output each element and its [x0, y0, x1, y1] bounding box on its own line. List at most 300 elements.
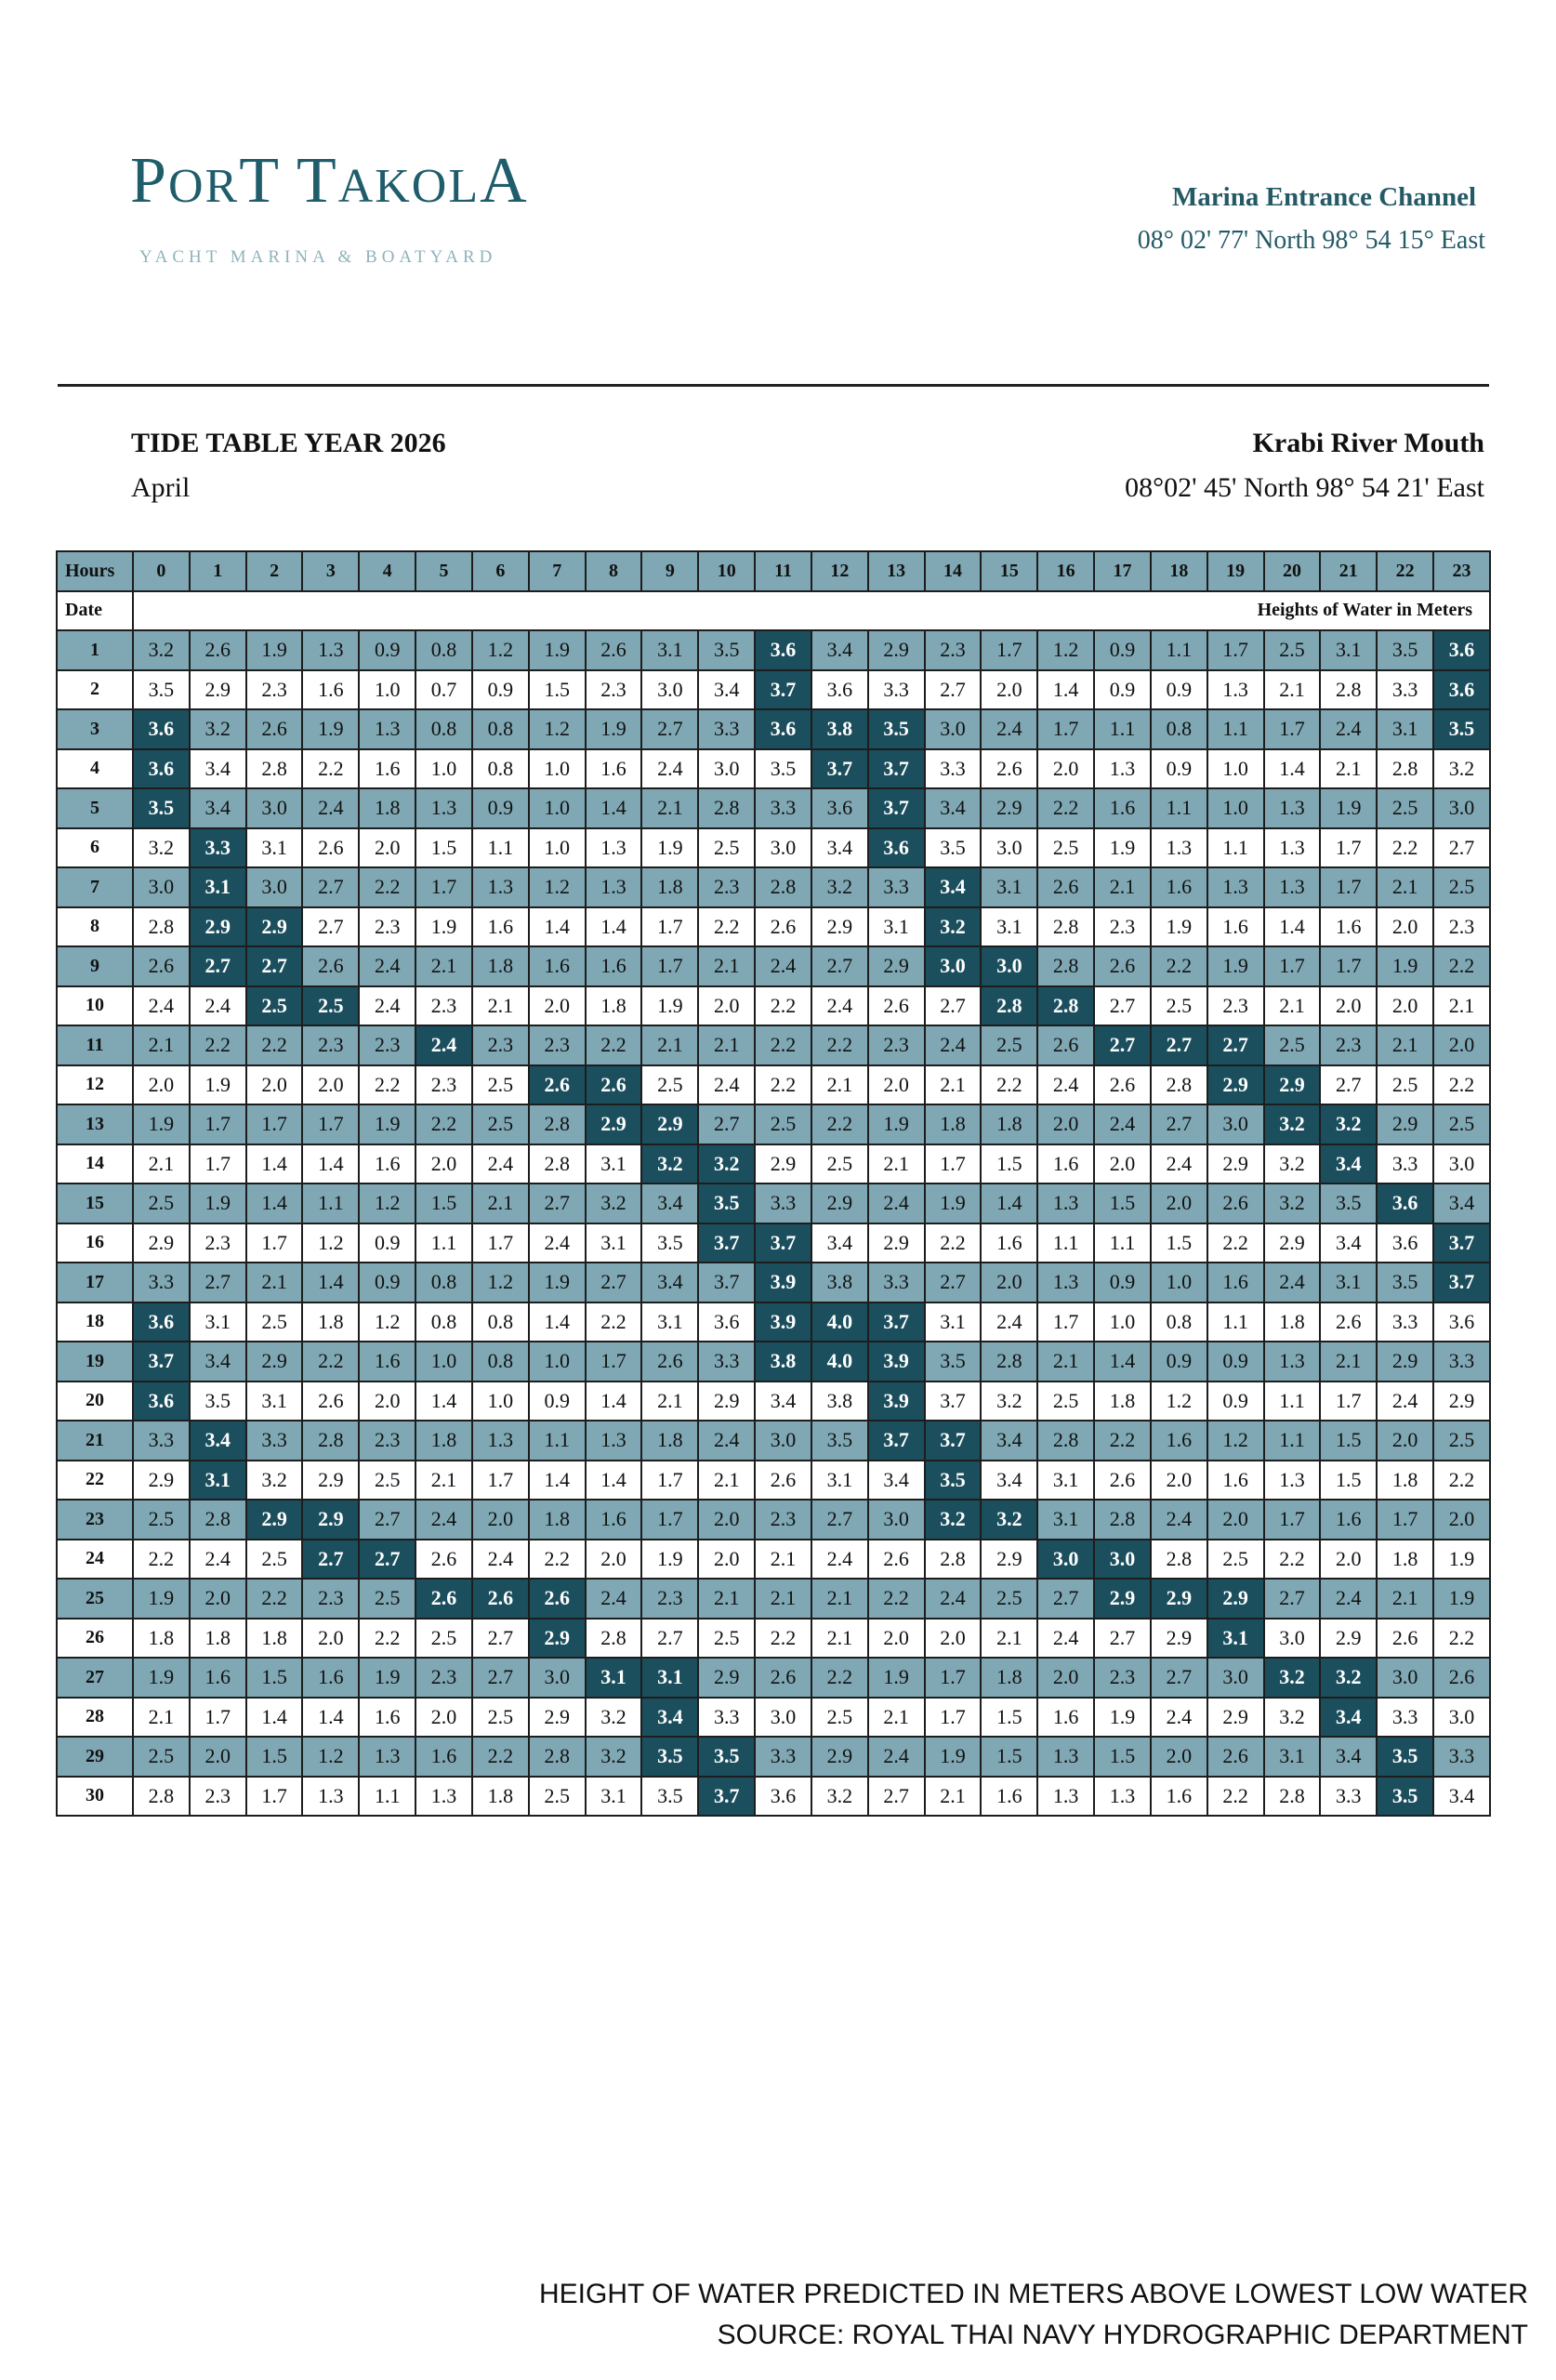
height-cell: 1.5 [1094, 1737, 1151, 1777]
height-cell: 2.7 [529, 1183, 586, 1223]
height-cell: 2.4 [472, 1540, 529, 1580]
height-cell: 3.0 [641, 670, 698, 710]
high-tide-cell: 3.6 [868, 828, 925, 868]
height-cell: 2.3 [302, 1579, 359, 1619]
height-cell: 1.6 [359, 1342, 415, 1382]
height-cell: 1.9 [359, 1658, 415, 1698]
height-cell: 2.9 [1377, 1104, 1433, 1144]
height-cell: 1.1 [529, 1421, 586, 1461]
height-cell: 1.9 [302, 709, 359, 749]
high-tide-cell: 2.9 [529, 1619, 586, 1659]
hours-header-row [57, 551, 1490, 591]
height-cell: 3.1 [1037, 1500, 1094, 1540]
height-cell: 1.5 [1094, 1183, 1151, 1223]
height-cell: 2.0 [1094, 1144, 1151, 1184]
hour-header-cell: 19 [1207, 551, 1264, 591]
height-cell: 2.5 [472, 1698, 529, 1738]
logo-letter: T [296, 145, 338, 217]
height-cell: 1.7 [302, 1104, 359, 1144]
height-cell: 1.2 [302, 1223, 359, 1263]
height-cell: 2.4 [472, 1144, 529, 1184]
height-cell: 2.3 [472, 1025, 529, 1065]
height-cell: 2.7 [1151, 1658, 1207, 1698]
height-cell: 1.6 [1207, 1461, 1264, 1501]
date-cell: 12 [57, 1065, 133, 1105]
date-cell: 11 [57, 1025, 133, 1065]
height-cell: 3.3 [1377, 1144, 1433, 1184]
hour-header-cell: 4 [359, 551, 415, 591]
height-cell: 2.2 [1094, 1421, 1151, 1461]
hour-header-cell: 14 [925, 551, 982, 591]
height-cell: 2.8 [698, 788, 755, 828]
high-tide-cell: 3.4 [1320, 1144, 1377, 1184]
header-divider [58, 384, 1489, 387]
high-tide-cell: 2.6 [529, 1579, 586, 1619]
height-cell: 3.3 [1377, 1302, 1433, 1342]
height-cell: 1.4 [529, 907, 586, 947]
height-cell: 2.0 [302, 1065, 359, 1105]
height-cell: 3.4 [190, 788, 246, 828]
table-row [57, 1579, 1490, 1619]
high-tide-cell: 3.8 [811, 709, 868, 749]
high-tide-cell: 3.9 [868, 1382, 925, 1421]
height-cell: 1.3 [1094, 749, 1151, 789]
high-tide-cell: 3.6 [133, 709, 190, 749]
height-cell: 3.2 [586, 1698, 642, 1738]
height-cell: 1.6 [415, 1737, 472, 1777]
height-cell: 1.7 [1264, 1500, 1321, 1540]
height-cell: 2.3 [1207, 986, 1264, 1026]
height-cell: 2.5 [981, 1025, 1037, 1065]
hour-header-cell: 18 [1151, 551, 1207, 591]
logo-letter: T [239, 145, 280, 217]
height-cell: 2.4 [1037, 1065, 1094, 1105]
height-cell: 3.2 [586, 1183, 642, 1223]
height-cell: 3.0 [246, 788, 303, 828]
height-cell: 3.3 [246, 1421, 303, 1461]
date-cell: 3 [57, 709, 133, 749]
height-cell: 2.6 [190, 630, 246, 670]
height-cell: 0.8 [415, 630, 472, 670]
height-cell: 1.9 [190, 1065, 246, 1105]
height-cell: 2.3 [1094, 1658, 1151, 1698]
high-tide-cell: 2.6 [415, 1579, 472, 1619]
height-cell: 2.5 [1037, 1382, 1094, 1421]
height-cell: 2.6 [1433, 1658, 1490, 1698]
hour-header-cell: 5 [415, 551, 472, 591]
height-cell: 2.2 [359, 1619, 415, 1659]
height-cell: 1.3 [472, 867, 529, 907]
height-cell: 1.8 [641, 867, 698, 907]
height-cell: 1.4 [415, 1382, 472, 1421]
height-cell: 3.5 [1377, 1263, 1433, 1302]
height-cell: 3.4 [190, 1342, 246, 1382]
height-cell: 1.4 [529, 1461, 586, 1501]
height-cell: 2.5 [1377, 1065, 1433, 1105]
height-cell: 1.2 [472, 1263, 529, 1302]
height-cell: 2.0 [1320, 986, 1377, 1026]
height-cell: 1.6 [1320, 907, 1377, 947]
height-cell: 1.0 [472, 1382, 529, 1421]
height-cell: 2.1 [641, 788, 698, 828]
hour-header-cell: 1 [190, 551, 246, 591]
height-cell: 2.7 [641, 1619, 698, 1659]
high-tide-cell: 3.6 [1433, 670, 1490, 710]
height-cell: 3.0 [1433, 1144, 1490, 1184]
height-cell: 1.1 [1207, 1302, 1264, 1342]
height-cell: 1.7 [1320, 867, 1377, 907]
high-tide-cell: 2.7 [190, 946, 246, 986]
height-cell: 2.5 [1433, 1104, 1490, 1144]
height-cell: 2.4 [1377, 1382, 1433, 1421]
height-cell: 1.8 [133, 1619, 190, 1659]
height-cell: 2.2 [1151, 946, 1207, 986]
height-cell: 2.2 [811, 1104, 868, 1144]
height-cell: 1.0 [1207, 788, 1264, 828]
height-cell: 1.9 [529, 1263, 586, 1302]
height-cell: 2.7 [868, 1777, 925, 1817]
high-tide-cell: 3.2 [981, 1500, 1037, 1540]
height-cell: 3.0 [925, 709, 982, 749]
height-cell: 3.6 [755, 1777, 811, 1817]
height-cell: 3.2 [190, 709, 246, 749]
height-cell: 2.9 [302, 1461, 359, 1501]
height-cell: 2.5 [1264, 1025, 1321, 1065]
height-cell: 2.3 [868, 1025, 925, 1065]
height-cell: 2.2 [529, 1540, 586, 1580]
date-cell: 17 [57, 1263, 133, 1302]
height-cell: 3.4 [641, 1263, 698, 1302]
height-cell: 1.7 [472, 1461, 529, 1501]
hour-header-cell: 11 [755, 551, 811, 591]
height-cell: 1.9 [868, 1104, 925, 1144]
height-cell: 2.9 [1264, 1223, 1321, 1263]
height-cell: 2.5 [133, 1500, 190, 1540]
height-cell: 2.9 [190, 670, 246, 710]
height-cell: 2.0 [472, 1500, 529, 1540]
height-cell: 1.6 [1151, 1777, 1207, 1817]
height-cell: 1.0 [529, 828, 586, 868]
height-cell: 2.5 [1433, 867, 1490, 907]
high-tide-cell: 2.8 [981, 986, 1037, 1026]
height-cell: 2.2 [246, 1025, 303, 1065]
height-cell: 3.2 [1264, 1144, 1321, 1184]
hours-label: Hours [57, 551, 133, 591]
height-cell: 1.0 [359, 670, 415, 710]
height-cell: 2.7 [1320, 1065, 1377, 1105]
hour-header-cell: 3 [302, 551, 359, 591]
height-cell: 2.5 [755, 1104, 811, 1144]
height-cell: 2.5 [246, 1302, 303, 1342]
height-cell: 3.1 [925, 1302, 982, 1342]
document-month: April [131, 472, 191, 503]
height-cell: 1.1 [472, 828, 529, 868]
date-cell: 2 [57, 670, 133, 710]
height-cell: 2.8 [133, 1777, 190, 1817]
height-cell: 1.6 [1094, 788, 1151, 828]
height-cell: 0.8 [415, 1302, 472, 1342]
height-cell: 2.4 [586, 1579, 642, 1619]
height-cell: 1.6 [359, 1144, 415, 1184]
height-cell: 1.9 [529, 630, 586, 670]
height-cell: 1.7 [1264, 946, 1321, 986]
high-tide-cell: 2.9 [246, 1500, 303, 1540]
height-cell: 2.8 [1151, 1065, 1207, 1105]
high-tide-cell: 2.7 [1207, 1025, 1264, 1065]
height-cell: 2.6 [415, 1540, 472, 1580]
height-cell: 3.2 [811, 867, 868, 907]
height-cell: 2.6 [246, 709, 303, 749]
station-coordinates: 08° 02' 77' North 98° 54 15° East [1137, 226, 1485, 255]
height-cell: 2.0 [868, 1065, 925, 1105]
height-cell: 3.0 [1433, 788, 1490, 828]
high-tide-cell: 2.9 [190, 907, 246, 947]
height-cell: 2.0 [359, 1382, 415, 1421]
hour-header-cell: 16 [1037, 551, 1094, 591]
hour-header-cell: 6 [472, 551, 529, 591]
height-cell: 1.8 [1377, 1461, 1433, 1501]
height-cell: 2.9 [698, 1382, 755, 1421]
height-cell: 0.8 [472, 1342, 529, 1382]
height-cell: 3.3 [755, 1737, 811, 1777]
height-cell: 3.2 [133, 630, 190, 670]
height-cell: 2.4 [755, 946, 811, 986]
height-cell: 2.1 [415, 1461, 472, 1501]
height-cell: 3.5 [925, 1342, 982, 1382]
height-cell: 1.2 [529, 867, 586, 907]
height-cell: 2.0 [190, 1579, 246, 1619]
height-cell: 1.4 [246, 1183, 303, 1223]
height-cell: 3.4 [1433, 1183, 1490, 1223]
logo-letter: A [480, 145, 529, 217]
hour-header-cell: 9 [641, 551, 698, 591]
height-cell: 2.7 [302, 907, 359, 947]
height-cell: 1.4 [1037, 670, 1094, 710]
date-cell: 9 [57, 946, 133, 986]
high-tide-cell: 3.1 [586, 1658, 642, 1698]
table-row [57, 1342, 1490, 1382]
hour-header-cell: 10 [698, 551, 755, 591]
height-cell: 1.8 [641, 1421, 698, 1461]
height-cell: 1.4 [302, 1698, 359, 1738]
height-cell: 1.7 [246, 1777, 303, 1817]
high-tide-cell: 3.9 [755, 1263, 811, 1302]
height-cell: 2.3 [1320, 1025, 1377, 1065]
date-cell: 7 [57, 867, 133, 907]
height-cell: 3.4 [1320, 1737, 1377, 1777]
height-cell: 1.4 [586, 788, 642, 828]
height-cell: 2.3 [359, 1025, 415, 1065]
height-cell: 2.2 [981, 1065, 1037, 1105]
height-cell: 2.0 [133, 1065, 190, 1105]
height-cell: 2.1 [1264, 986, 1321, 1026]
height-cell: 2.7 [302, 867, 359, 907]
height-cell: 3.3 [1433, 1737, 1490, 1777]
height-cell: 1.9 [190, 1183, 246, 1223]
height-cell: 2.4 [925, 1025, 982, 1065]
table-row [57, 630, 1490, 670]
high-tide-cell: 3.4 [1320, 1698, 1377, 1738]
height-cell: 2.0 [698, 986, 755, 1026]
height-cell: 1.7 [190, 1698, 246, 1738]
height-cell: 1.7 [415, 867, 472, 907]
height-cell: 1.3 [1151, 828, 1207, 868]
height-cell: 1.5 [981, 1698, 1037, 1738]
height-cell: 2.4 [133, 986, 190, 1026]
height-cell: 3.8 [811, 1263, 868, 1302]
height-cell: 3.0 [755, 1421, 811, 1461]
height-cell: 2.3 [302, 1025, 359, 1065]
height-cell: 2.2 [1377, 828, 1433, 868]
height-cell: 3.0 [1377, 1658, 1433, 1698]
height-cell: 1.6 [1151, 1421, 1207, 1461]
height-cell: 1.3 [1264, 1342, 1321, 1382]
high-tide-cell: 3.7 [868, 1302, 925, 1342]
height-cell: 3.0 [755, 1698, 811, 1738]
height-cell: 1.7 [1207, 630, 1264, 670]
height-cell: 2.0 [302, 1619, 359, 1659]
date-cell: 24 [57, 1540, 133, 1580]
height-cell: 2.8 [1037, 1421, 1094, 1461]
height-cell: 2.1 [868, 1698, 925, 1738]
date-cell: 22 [57, 1461, 133, 1501]
height-cell: 1.3 [1037, 1777, 1094, 1817]
height-cell: 2.9 [1207, 1698, 1264, 1738]
high-tide-cell: 2.4 [415, 1025, 472, 1065]
height-cell: 2.3 [529, 1025, 586, 1065]
height-cell: 2.2 [755, 986, 811, 1026]
height-cell: 2.5 [472, 1065, 529, 1105]
high-tide-cell: 3.6 [133, 1302, 190, 1342]
height-cell: 0.8 [415, 1263, 472, 1302]
height-cell: 1.7 [472, 1223, 529, 1263]
height-cell: 2.6 [868, 986, 925, 1026]
height-cell: 2.5 [1037, 828, 1094, 868]
height-cell: 2.9 [981, 1540, 1037, 1580]
high-tide-cell: 2.9 [1207, 1579, 1264, 1619]
height-cell: 2.0 [698, 1500, 755, 1540]
date-cell: 23 [57, 1500, 133, 1540]
hour-header-cell: 7 [529, 551, 586, 591]
height-cell: 2.9 [811, 1737, 868, 1777]
height-cell: 3.1 [246, 828, 303, 868]
high-tide-cell: 3.0 [1037, 1540, 1094, 1580]
height-cell: 1.0 [1207, 749, 1264, 789]
high-tide-cell: 3.0 [981, 946, 1037, 986]
height-cell: 2.1 [1094, 867, 1151, 907]
height-cell: 1.7 [641, 1461, 698, 1501]
height-cell: 2.5 [981, 1579, 1037, 1619]
height-cell: 0.9 [529, 1382, 586, 1421]
logo-wordmark [130, 145, 558, 217]
high-tide-cell: 2.7 [246, 946, 303, 986]
table-row [57, 1302, 1490, 1342]
height-cell: 2.5 [359, 1461, 415, 1501]
height-cell: 0.9 [1207, 1342, 1264, 1382]
table-row [57, 986, 1490, 1026]
height-cell: 2.2 [698, 907, 755, 947]
height-cell: 2.2 [811, 1025, 868, 1065]
height-cell: 2.0 [1037, 1658, 1094, 1698]
height-cell: 1.7 [981, 630, 1037, 670]
height-cell: 1.4 [529, 1302, 586, 1342]
high-tide-cell: 3.1 [190, 1461, 246, 1501]
height-cell: 3.2 [981, 1382, 1037, 1421]
height-cell: 1.3 [586, 867, 642, 907]
footer-notes [539, 2274, 1528, 2356]
height-cell: 2.0 [981, 670, 1037, 710]
date-label: Date [57, 591, 133, 631]
height-cell: 3.0 [868, 1500, 925, 1540]
height-cell: 2.1 [1377, 1579, 1433, 1619]
height-cell: 1.3 [415, 1777, 472, 1817]
high-tide-cell: 3.5 [868, 709, 925, 749]
high-tide-cell: 3.5 [1433, 709, 1490, 749]
logo-letters: OR [167, 160, 240, 213]
height-cell: 2.1 [1264, 670, 1321, 710]
height-cell: 2.1 [133, 1025, 190, 1065]
height-cell: 3.4 [755, 1382, 811, 1421]
high-tide-cell: 3.1 [190, 867, 246, 907]
height-cell: 3.3 [925, 749, 982, 789]
height-cell: 2.1 [472, 1183, 529, 1223]
height-cell: 1.8 [359, 788, 415, 828]
height-cell: 1.6 [302, 670, 359, 710]
height-cell: 0.9 [1151, 1342, 1207, 1382]
high-tide-cell: 3.8 [755, 1342, 811, 1382]
table-row [57, 709, 1490, 749]
height-cell: 3.5 [190, 1382, 246, 1421]
height-cell: 1.6 [1151, 867, 1207, 907]
height-cell: 2.0 [1433, 1025, 1490, 1065]
height-cell: 3.0 [529, 1658, 586, 1698]
height-cell: 2.9 [1320, 1619, 1377, 1659]
table-row [57, 1382, 1490, 1421]
height-cell: 3.5 [811, 1421, 868, 1461]
height-cell: 1.4 [981, 1183, 1037, 1223]
height-cell: 2.8 [246, 749, 303, 789]
height-cell: 2.2 [472, 1737, 529, 1777]
height-cell: 2.5 [472, 1104, 529, 1144]
height-cell: 1.8 [472, 1777, 529, 1817]
height-cell: 3.3 [1377, 1698, 1433, 1738]
height-cell: 2.4 [641, 749, 698, 789]
high-tide-cell: 3.7 [1433, 1263, 1490, 1302]
height-cell: 1.9 [1151, 907, 1207, 947]
height-cell: 3.4 [925, 788, 982, 828]
height-cell: 1.1 [415, 1223, 472, 1263]
height-cell: 1.3 [1264, 788, 1321, 828]
date-cell: 5 [57, 788, 133, 828]
height-cell: 1.7 [925, 1144, 982, 1184]
height-cell: 2.5 [811, 1144, 868, 1184]
height-cell: 2.4 [925, 1579, 982, 1619]
high-tide-cell: 3.6 [133, 749, 190, 789]
height-cell: 2.8 [586, 1619, 642, 1659]
height-cell: 2.2 [133, 1540, 190, 1580]
height-cell: 2.1 [868, 1144, 925, 1184]
height-cell: 2.3 [641, 1579, 698, 1619]
high-tide-cell: 3.5 [698, 1183, 755, 1223]
height-cell: 0.8 [1151, 709, 1207, 749]
height-cell: 3.1 [981, 907, 1037, 947]
height-cell: 2.0 [1377, 986, 1433, 1026]
height-cell: 2.2 [868, 1579, 925, 1619]
height-cell: 3.0 [246, 867, 303, 907]
height-cell: 3.1 [868, 907, 925, 947]
height-cell: 1.7 [1264, 709, 1321, 749]
height-cell: 2.7 [698, 1104, 755, 1144]
